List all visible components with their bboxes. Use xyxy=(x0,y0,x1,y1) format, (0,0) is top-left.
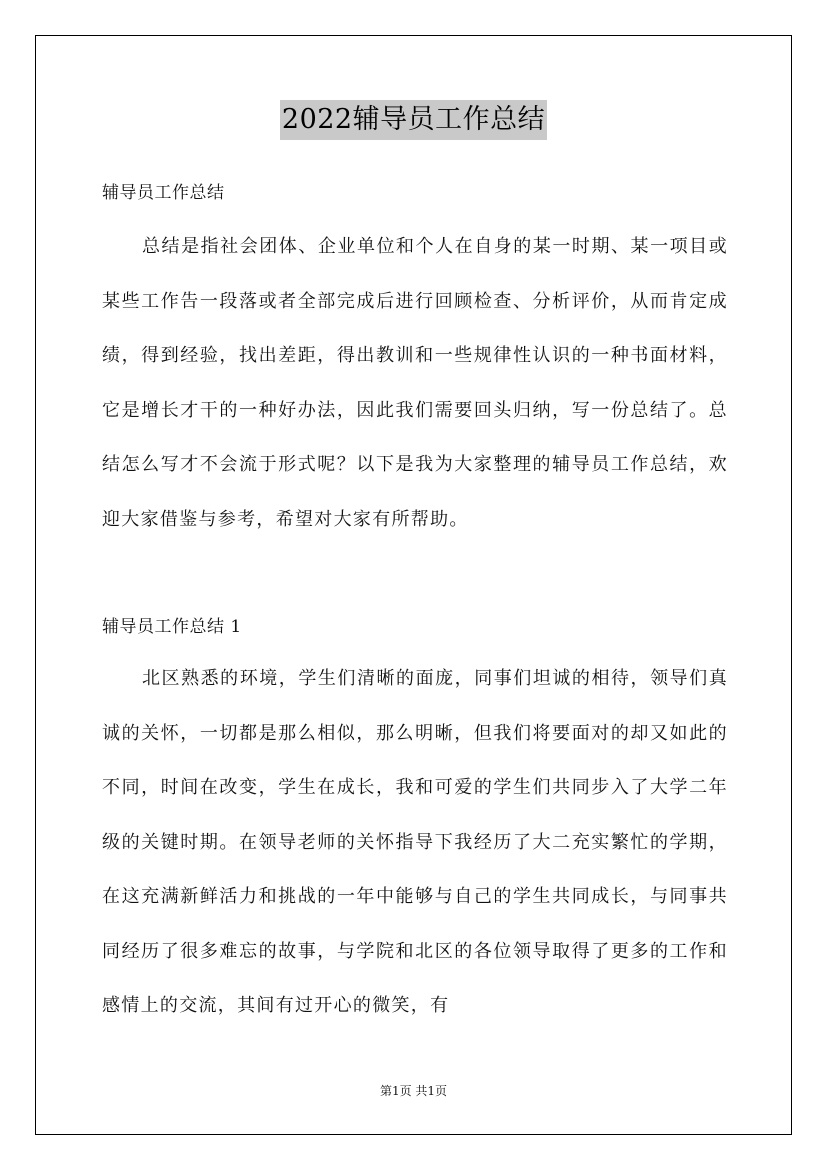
page-number-footer: 第1页 共1页 xyxy=(379,1084,448,1098)
intro-paragraph: 总结是指社会团体、企业单位和个人在自身的某一时期、某一项目或某些工作告一段落或者全部完成后进行回顾检查、分析评价，从而肯定成绩，得到经验，找出差距，得出教训和一些规律性认识的一种书面材料，它是增长才干的一种好办法，因此我们需要回头归纳，写一份总结了。总结怎么写才不会流于形式呢？以下是我为大家整理的辅导员工作总结，欢迎大家借鉴与参考，希望对大家有所帮助。 xyxy=(102,236,728,530)
section1-heading: 辅导员工作总结 1 xyxy=(102,617,242,637)
document-title: 2022辅导员工作总结 xyxy=(280,100,547,140)
section1-paragraph: 北区熟悉的环境，学生们清晰的面庞，同事们坦诚的相待，领导们真诚的关怀，一切都是那么相似，那么明晰，但我们将要面对的却又如此的不同，时间在改变，学生在成长，我和可爱的学生们共同步入了大学二年级的关键时期。在领导老师的关怀指导下我经历了大二充实繁忙的学期，在这充满新鲜活力和挑战的一年中能够与自己的学生共同成长，与同事共同经历了很多难忘的故事，与学院和北区的各位领导取得了更多的工作和感情上的交流，其间有过开心的微笑，有 xyxy=(102,668,728,1016)
intro-heading: 辅导员工作总结 xyxy=(102,183,225,203)
title-container xyxy=(0,100,827,140)
